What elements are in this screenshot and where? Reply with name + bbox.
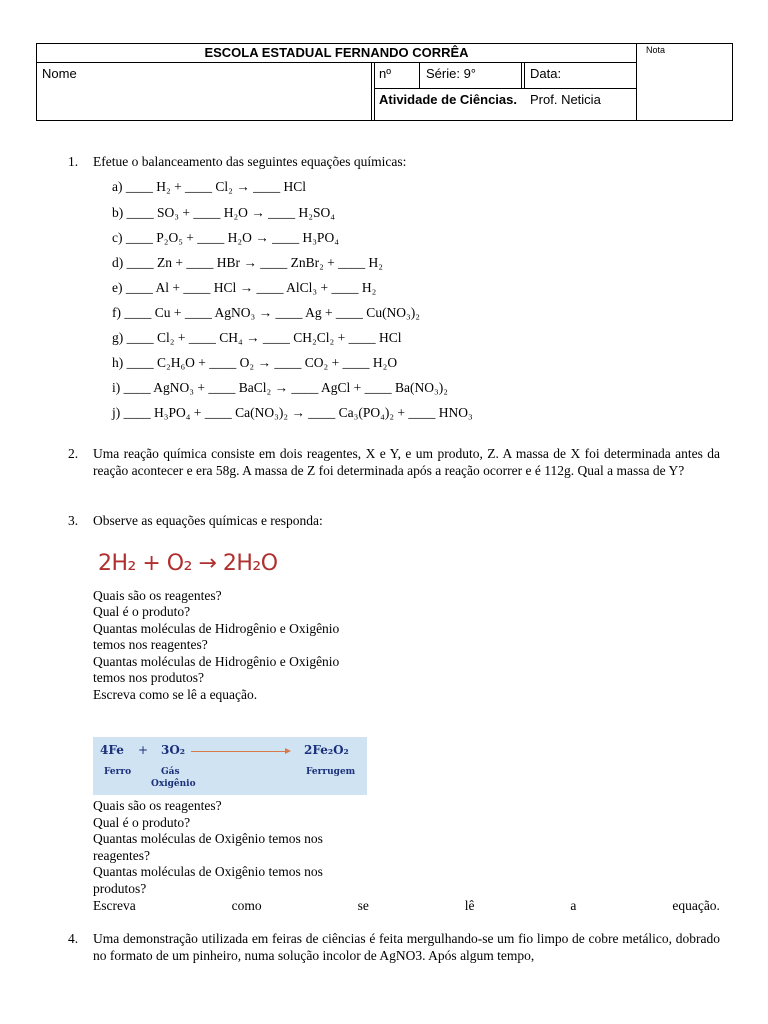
q3-part1-line-1: Quais são os reagentes?	[93, 588, 222, 603]
equation-g: g) ____ Cl₂ + ____ CH₄ → ____ CH₂Cl₂ + ____ HCl	[112, 330, 402, 345]
equation-e: e) ____ Al + ____ HCl → ____ AlCl₃ + ____ H₂	[112, 280, 377, 295]
q3-part2-line-5: Quantas moléculas de Oxigênio temos nos	[93, 864, 323, 879]
reaction-arrow	[191, 751, 287, 752]
q3-part1-line-4: temos nos reagentes?	[93, 637, 208, 652]
label-gas: Gás	[161, 767, 180, 777]
nome-field[interactable]: Nome	[42, 66, 77, 81]
q3-part2-line-6: produtos?	[93, 881, 147, 896]
question-1-number: 1.	[68, 154, 79, 169]
data-field[interactable]: Data:	[530, 66, 562, 81]
label-oxigenio: Oxigênio	[151, 779, 196, 789]
word: lê	[464, 898, 475, 913]
arrow-head-icon	[285, 748, 291, 754]
word: a	[570, 898, 577, 913]
label-ferrugem: Ferrugem	[306, 767, 356, 777]
plus-sign: +	[138, 743, 149, 757]
q3-part2-line-1: Quais são os reagentes?	[93, 798, 222, 813]
question-1-text: Efetue o balanceamento das seguintes equações químicas:	[93, 154, 407, 169]
question-4-number: 4.	[68, 931, 79, 946]
q3-part1-line-3: Quantas moléculas de Hidrogênio e Oxigênio	[93, 621, 340, 636]
iron-formula: 4Fe	[100, 743, 124, 757]
equation-j: j) ____ H₃PO₄ + ____ Ca(NO₃)₂ → ____ Ca₃(PO₄)₂ + ____ HNO₃	[112, 405, 473, 420]
q3-part1-line-7: Escreva como se lê a equação.	[93, 687, 258, 702]
equation-a: a) ____ H₂ + ____ Cl₂ → ____ HCl	[112, 179, 307, 194]
q3-part1-line-2: Qual é o produto?	[93, 604, 191, 619]
equation-f: f) ____ Cu + ____ AgNO₃ → ____ Ag + ____ Cu(NO₃)₂	[112, 305, 420, 320]
word: se	[357, 898, 369, 913]
q3-part2-line-4: reagentes?	[93, 848, 150, 863]
atividade-label: Atividade de Ciências.	[379, 92, 517, 107]
numero-field[interactable]: nº	[379, 66, 391, 81]
question-2-number: 2.	[68, 446, 79, 461]
question-4-text: Uma demonstração utilizada em feiras de ciências é feita mergulhando-se um fio limpo de cobre metálico, dobrado no formato de um pinheiro, numa solução incolor de AgNO3. Após algum tempo,	[93, 931, 720, 963]
q3-part2-line-2: Qual é o produto?	[93, 815, 191, 830]
word: equação.	[672, 898, 720, 913]
q3-part1-line-6: temos nos produtos?	[93, 670, 204, 685]
rust-equation-image	[93, 737, 367, 795]
word: como	[231, 898, 262, 913]
question-3-text: Observe as equações químicas e responda:	[93, 513, 323, 528]
equation-i: i) ____ AgNO₃ + ____ BaCl₂ → ____ AgCl + ____ Ba(NO₃)₂	[112, 380, 448, 395]
nota-label: Nota	[646, 45, 666, 55]
q3-last-line	[93, 898, 720, 914]
professor-label: Prof. Neticia	[530, 92, 601, 107]
serie-field: Série: 9°	[426, 66, 477, 81]
school-name: ESCOLA ESTADUAL FERNANDO CORRÊA	[204, 45, 469, 60]
oxygen-formula: 3O₂	[161, 743, 186, 757]
header-table	[36, 43, 733, 121]
label-ferro: Ferro	[104, 767, 132, 777]
equation-d: d) ____ Zn + ____ HBr → ____ ZnBr₂ + ____ H₂	[112, 255, 384, 270]
q3-part2-line-3: Quantas moléculas de Oxigênio temos nos	[93, 831, 323, 846]
water-equation-image: 2H₂ + O₂ → 2H₂O	[98, 551, 278, 576]
rust-formula: 2Fe₂O₂	[304, 743, 349, 757]
question-2-text: Uma reação química consiste em dois reagentes, X e Y, e um produto, Z. A massa de X foi determinada antes da reação acontecer e era 58g. A massa de Z foi determinada após a reação ocorrer e é 112g. Qual a massa de Y?	[93, 446, 720, 478]
equation-b: b) ____ SO₃ + ____ H₂O → ____ H₂SO₄	[112, 205, 335, 220]
question-3-number: 3.	[68, 513, 79, 528]
q3-part1-line-5: Quantas moléculas de Hidrogênio e Oxigênio	[93, 654, 340, 669]
word: Escreva	[93, 898, 136, 913]
equation-h: h) ____ C₂H₆O + ____ O₂ → ____ CO₂ + ____ H₂O	[112, 355, 398, 370]
equation-c: c) ____ P₂O₅ + ____ H₂O → ____ H₃PO₄	[112, 230, 339, 245]
